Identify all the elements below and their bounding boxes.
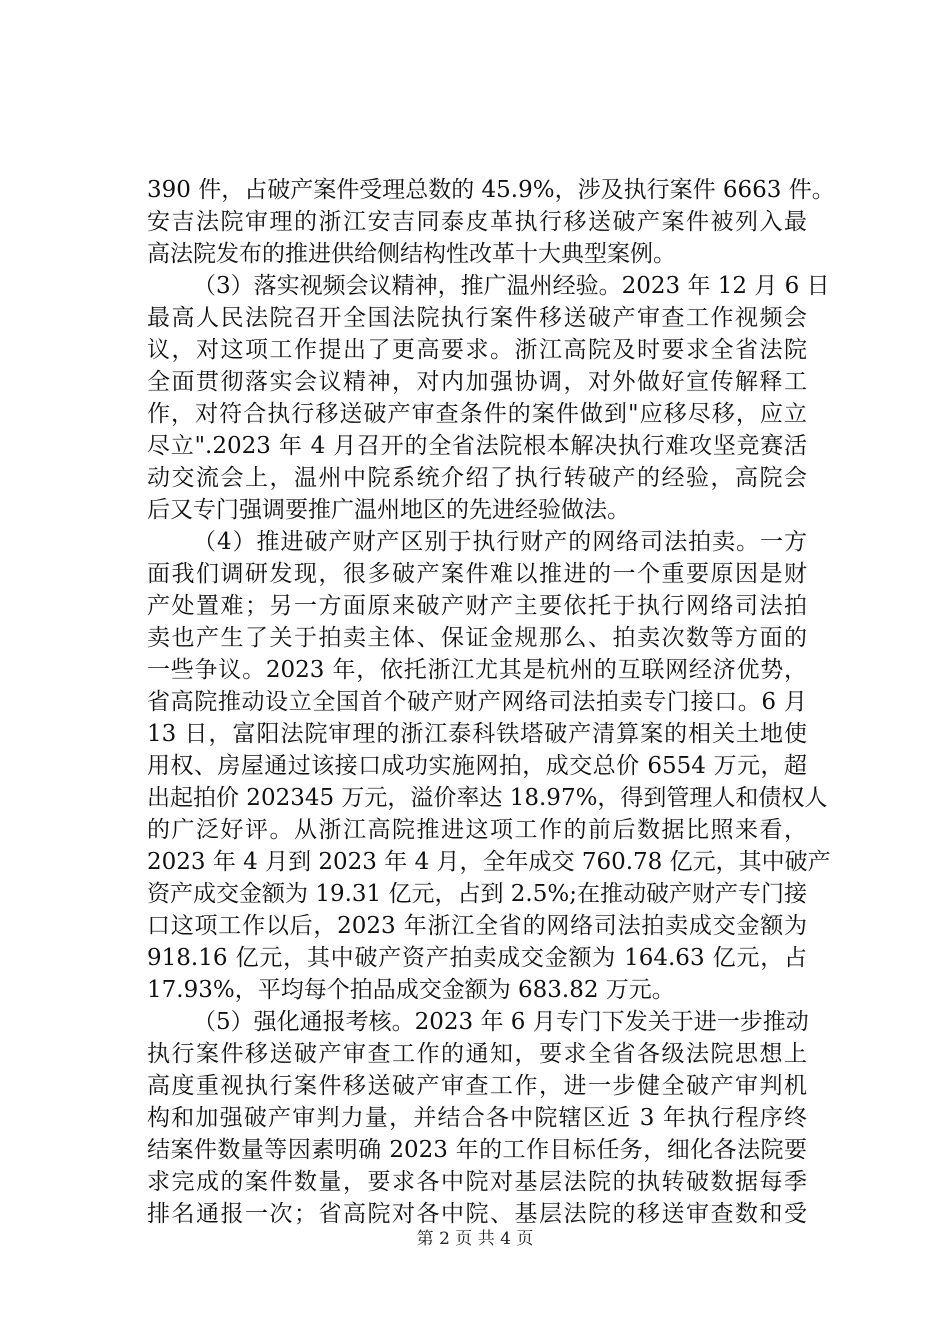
- text-line: 口这项工作以后，2023 年浙江全省的网络司法拍卖成交金额为: [147, 913, 807, 939]
- text-line: 排名通报一次；省高院对各中院、基层法院的移送审查数和受: [147, 1201, 807, 1227]
- text-line: 结案件数量等因素明确 2023 年的工作目标任务，细化各法院要: [147, 1137, 807, 1163]
- text-line: 作，对符合执行移送破产审查条件的案件做到"应移尽移，应立: [147, 401, 807, 427]
- text-line: 尽立".2023 年 4 月召开的全省法院根本解决执行难攻坚竞赛活: [147, 433, 807, 459]
- text-line: 918.16 亿元，其中破产资产拍卖成交金额为 164.63 亿元，占: [147, 945, 807, 971]
- text-line: 卖也产生了关于拍卖主体、保证金规那么、拍卖次数等方面的: [147, 625, 807, 651]
- text-line: （3）落实视频会议精神，推广温州经验。2023 年 12 月 6 日: [193, 273, 830, 299]
- text-line: 13 日，富阳法院审理的浙江泰科铁塔破产清算案的相关土地使: [147, 721, 807, 747]
- text-line: 出起拍价 202345 万元，溢价率达 18.97%，得到管理人和债权人: [147, 785, 828, 811]
- text-line: 2023 年 4 月到 2023 年 4 月，全年成交 760.78 亿元，其中破产: [147, 849, 831, 875]
- document-body: [147, 174, 835, 1230]
- text-line: （5）强化通报考核。2023 年 6 月专门下发关于进一步推动: [193, 1009, 809, 1035]
- text-line: 产处置难；另一方面原来破产财产主要依托于执行网络司法拍: [147, 593, 807, 619]
- text-line: 安吉法院审理的浙江安吉同泰皮革执行移送破产案件被列入最: [147, 209, 807, 235]
- text-line: 省高院推动设立全国首个破产财产网络司法拍卖专门接口。6 月: [147, 689, 807, 715]
- paragraph-p-continued: [147, 174, 835, 270]
- text-line: 执行案件移送破产审查工作的通知，要求全省各级法院思想上: [147, 1041, 807, 1067]
- text-line: 求完成的案件数量，要求各中院对基层法院的执转破数据每季: [147, 1169, 807, 1195]
- text-line: 全面贯彻落实会议精神，对内加强协调，对外做好宣传解释工: [147, 369, 807, 395]
- text-line: 高法院发布的推进供给侧结构性改革十大典型案例。: [147, 241, 676, 267]
- text-line: 资产成交金额为 19.31 亿元，占到 2.5%;在推动破产财产专门接: [147, 881, 807, 907]
- text-line: 构和加强破产审判力量，并结合各中院辖区近 3 年执行程序终: [147, 1105, 807, 1131]
- text-line: 议，对这项工作提出了更高要求。浙江高院及时要求全省法院: [147, 337, 807, 363]
- text-line: 的广泛好评。从浙江高院推进这项工作的前后数据比照来看，: [147, 817, 807, 843]
- text-line: 一些争议。2023 年，依托浙江尤其是杭州的互联网经济优势，: [147, 657, 807, 683]
- paragraph-p3: [147, 270, 830, 526]
- page-footer: 第 2 页 共 4 页: [416, 1229, 534, 1249]
- text-line: 面我们调研发现，很多破产案件难以推进的一个重要原因是财: [147, 561, 807, 587]
- text-line: 后又专门强调要推广温州地区的先进经验做法。: [147, 497, 630, 523]
- text-line: 动交流会上，温州中院系统介绍了执行转破产的经验，高院会: [147, 465, 807, 491]
- text-line: 17.93%，平均每个拍品成交金额为 683.82 万元。: [147, 977, 675, 1003]
- text-line: 390 件，占破产案件受理总数的 45.9%，涉及执行案件 6663 件。: [147, 177, 835, 203]
- text-line: 用权、房屋通过该接口成功实施网拍，成交总价 6554 万元，超: [147, 753, 807, 779]
- text-line: 高度重视执行案件移送破产审查工作，进一步健全破产审判机: [147, 1073, 807, 1099]
- paragraph-p4: [147, 526, 831, 1006]
- text-line: （4）推进破产财产区别于执行财产的网络司法拍卖。一方: [193, 529, 807, 555]
- paragraph-p5: [147, 1006, 807, 1230]
- text-line: 最高人民法院召开全国法院执行案件移送破产审查工作视频会: [147, 305, 807, 331]
